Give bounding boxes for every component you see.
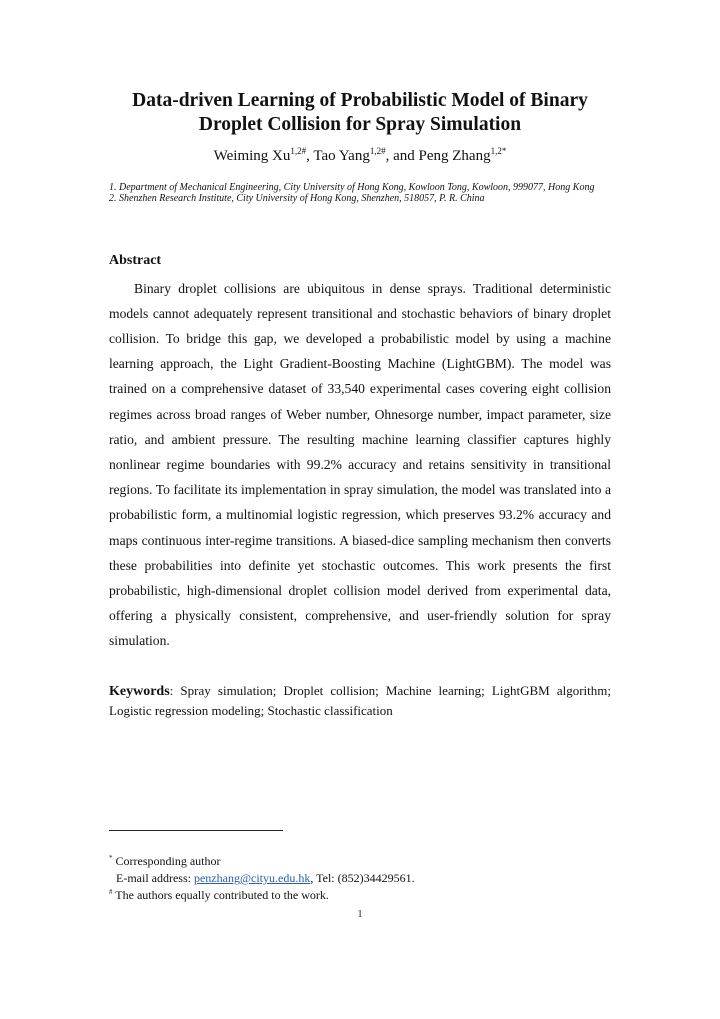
author-affiliation-mark: 1,2* <box>490 146 507 156</box>
affiliation-2: 2. Shenzhen Research Institute, City University of Hong Kong, Shenzhen, 518057, P. R. China <box>109 193 485 204</box>
paper-title <box>60 89 660 137</box>
email-link[interactable]: penzhang@cityu.edu.hk <box>193 871 311 885</box>
abstract-text: Binary droplet collisions are ubiquitous in dense sprays. Traditional deterministic models cannot adequately represent transitional and stochastic behaviors of binary droplet collision. To bridge this gap, we developed a probabilistic model by using a machine learning approach, the Light Gradient-Boosting Machine (LightGBM). The model was trained on a comprehensive dataset of 33,540 experimental cases covering eight collision regimes across broad ranges of Weber number, Ohnesorge number, impact parameter, size ratio, and ambient pressure. The resulting machine learning classifier captures highly nonlinear regime boundaries with 99.2% accuracy and retains sensitivity in transitional regions. To facilitate its implementation in spray simulation, the model was translated into a probabilistic form, a multinomial logistic regression, which preserves 93.2% accuracy and maps continuous inter-regime transitions. A biased-dice sampling mechanism then converts these probabilities into definite yet stochastic outcomes. This work presents the first probabilistic, high-dimensional droplet collision model derived from experimental data, offering a physically consistent, comprehensive, and user-friendly solution for spray simulation. <box>109 280 611 649</box>
author-name: Tao Yang <box>313 148 370 164</box>
author-separator: , <box>306 148 314 164</box>
title-line-2: Droplet Collision for Spray Simulation <box>198 114 522 135</box>
author-affiliation-mark: 1,2# <box>369 146 386 156</box>
author-name: Weiming Xu <box>213 148 291 164</box>
author-affiliation-mark: 1,2# <box>290 146 307 156</box>
author-list <box>60 146 660 166</box>
telephone: , Tel: (852)34429561. <box>310 871 415 885</box>
footnote-corresponding <box>109 853 614 870</box>
footnotes <box>109 853 614 904</box>
keywords-label: Keywords <box>109 684 170 699</box>
author-separator: , and <box>385 148 419 164</box>
corresponding-mark: * <box>109 854 113 862</box>
footnote-equal-contribution <box>109 887 614 904</box>
email-prefix: E-mail address: <box>116 871 194 885</box>
footnote-contact <box>109 870 614 887</box>
equal-contribution-text: The authors equally contributed to the work. <box>112 888 329 902</box>
equal-contribution-mark: # <box>109 888 113 896</box>
keywords <box>109 681 611 720</box>
title-line-1: Data-driven Learning of Probabilistic Model of Binary <box>132 90 588 111</box>
corresponding-label: Corresponding author <box>112 854 221 868</box>
author-name: Peng Zhang <box>418 148 491 164</box>
affiliation-1: 1. Department of Mechanical Engineering, City University of Hong Kong, Kowloon Tong, Kowloon, 999077, Hong Kong <box>109 182 595 193</box>
keywords-text: : Spray simulation; Droplet collision; Machine learning; LightGBM algorithm; Logistic regression modeling; Stochastic classification <box>109 683 611 718</box>
abstract-heading: Abstract <box>109 253 162 268</box>
affiliations <box>109 182 614 204</box>
footnote-divider <box>109 830 283 831</box>
page-number: 1 <box>357 908 363 920</box>
